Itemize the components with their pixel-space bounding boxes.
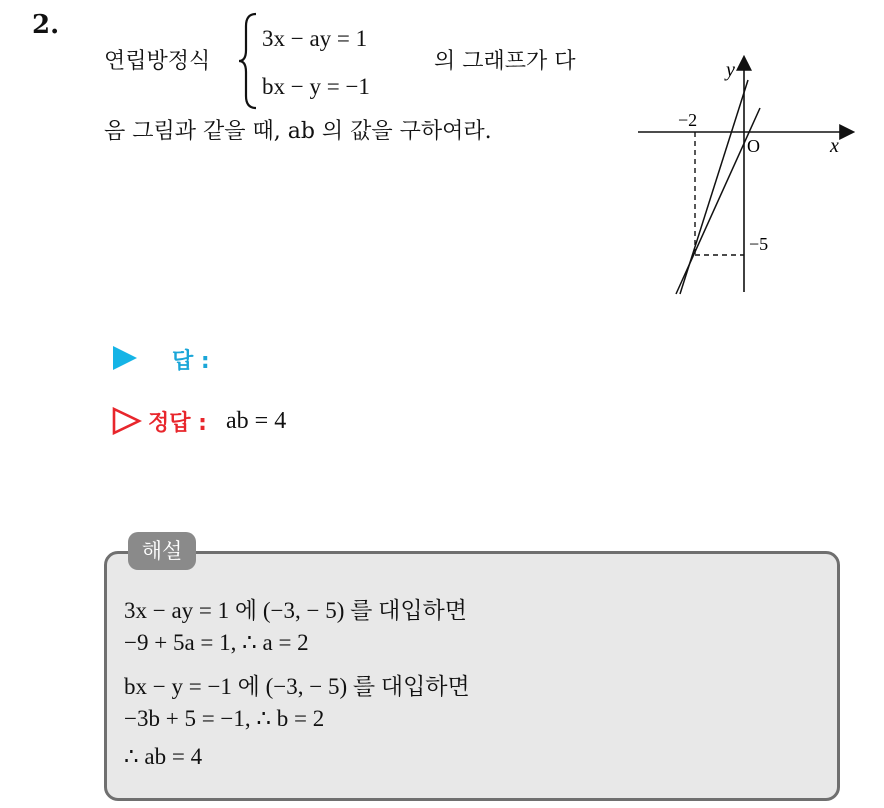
x-axis-label: x (830, 135, 839, 157)
y-axis-label: y (726, 59, 735, 81)
correct-label: 정답 : (148, 411, 207, 436)
x-tick-label: −2 (678, 110, 698, 130)
solution-line: bx − y = −1 에 (−3, − 5) 를 대입하면 (124, 674, 470, 699)
equation-2: bx − y = −1 (262, 74, 370, 99)
solution-line: ∴ ab = 4 (124, 744, 203, 769)
solution-tab: 해설 (128, 532, 196, 570)
question-text-before: 연립방정식 (104, 49, 211, 74)
y-tick-label: −5 (749, 234, 769, 254)
question-number: 2. (32, 10, 60, 40)
question-text-after: 의 그래프가 다 (434, 49, 576, 74)
correct-value: ab = 4 (226, 408, 287, 434)
answer-label: 답 : (172, 349, 210, 374)
equation-brace (238, 12, 258, 110)
equation-1: 3x − ay = 1 (262, 26, 368, 51)
solution-line: −9 + 5a = 1, ∴ a = 2 (124, 630, 309, 655)
question-line-2: 음 그림과 같을 때, ab 의 값을 구하여라. (104, 119, 492, 144)
correct-triangle-icon (112, 407, 142, 435)
solution-line: −3b + 5 = −1, ∴ b = 2 (124, 706, 325, 731)
answer-triangle-icon (113, 346, 137, 370)
line-graph (620, 50, 860, 300)
solution-line: 3x − ay = 1 에 (−3, − 5) 를 대입하면 (124, 598, 467, 623)
origin-label: O (747, 136, 760, 156)
